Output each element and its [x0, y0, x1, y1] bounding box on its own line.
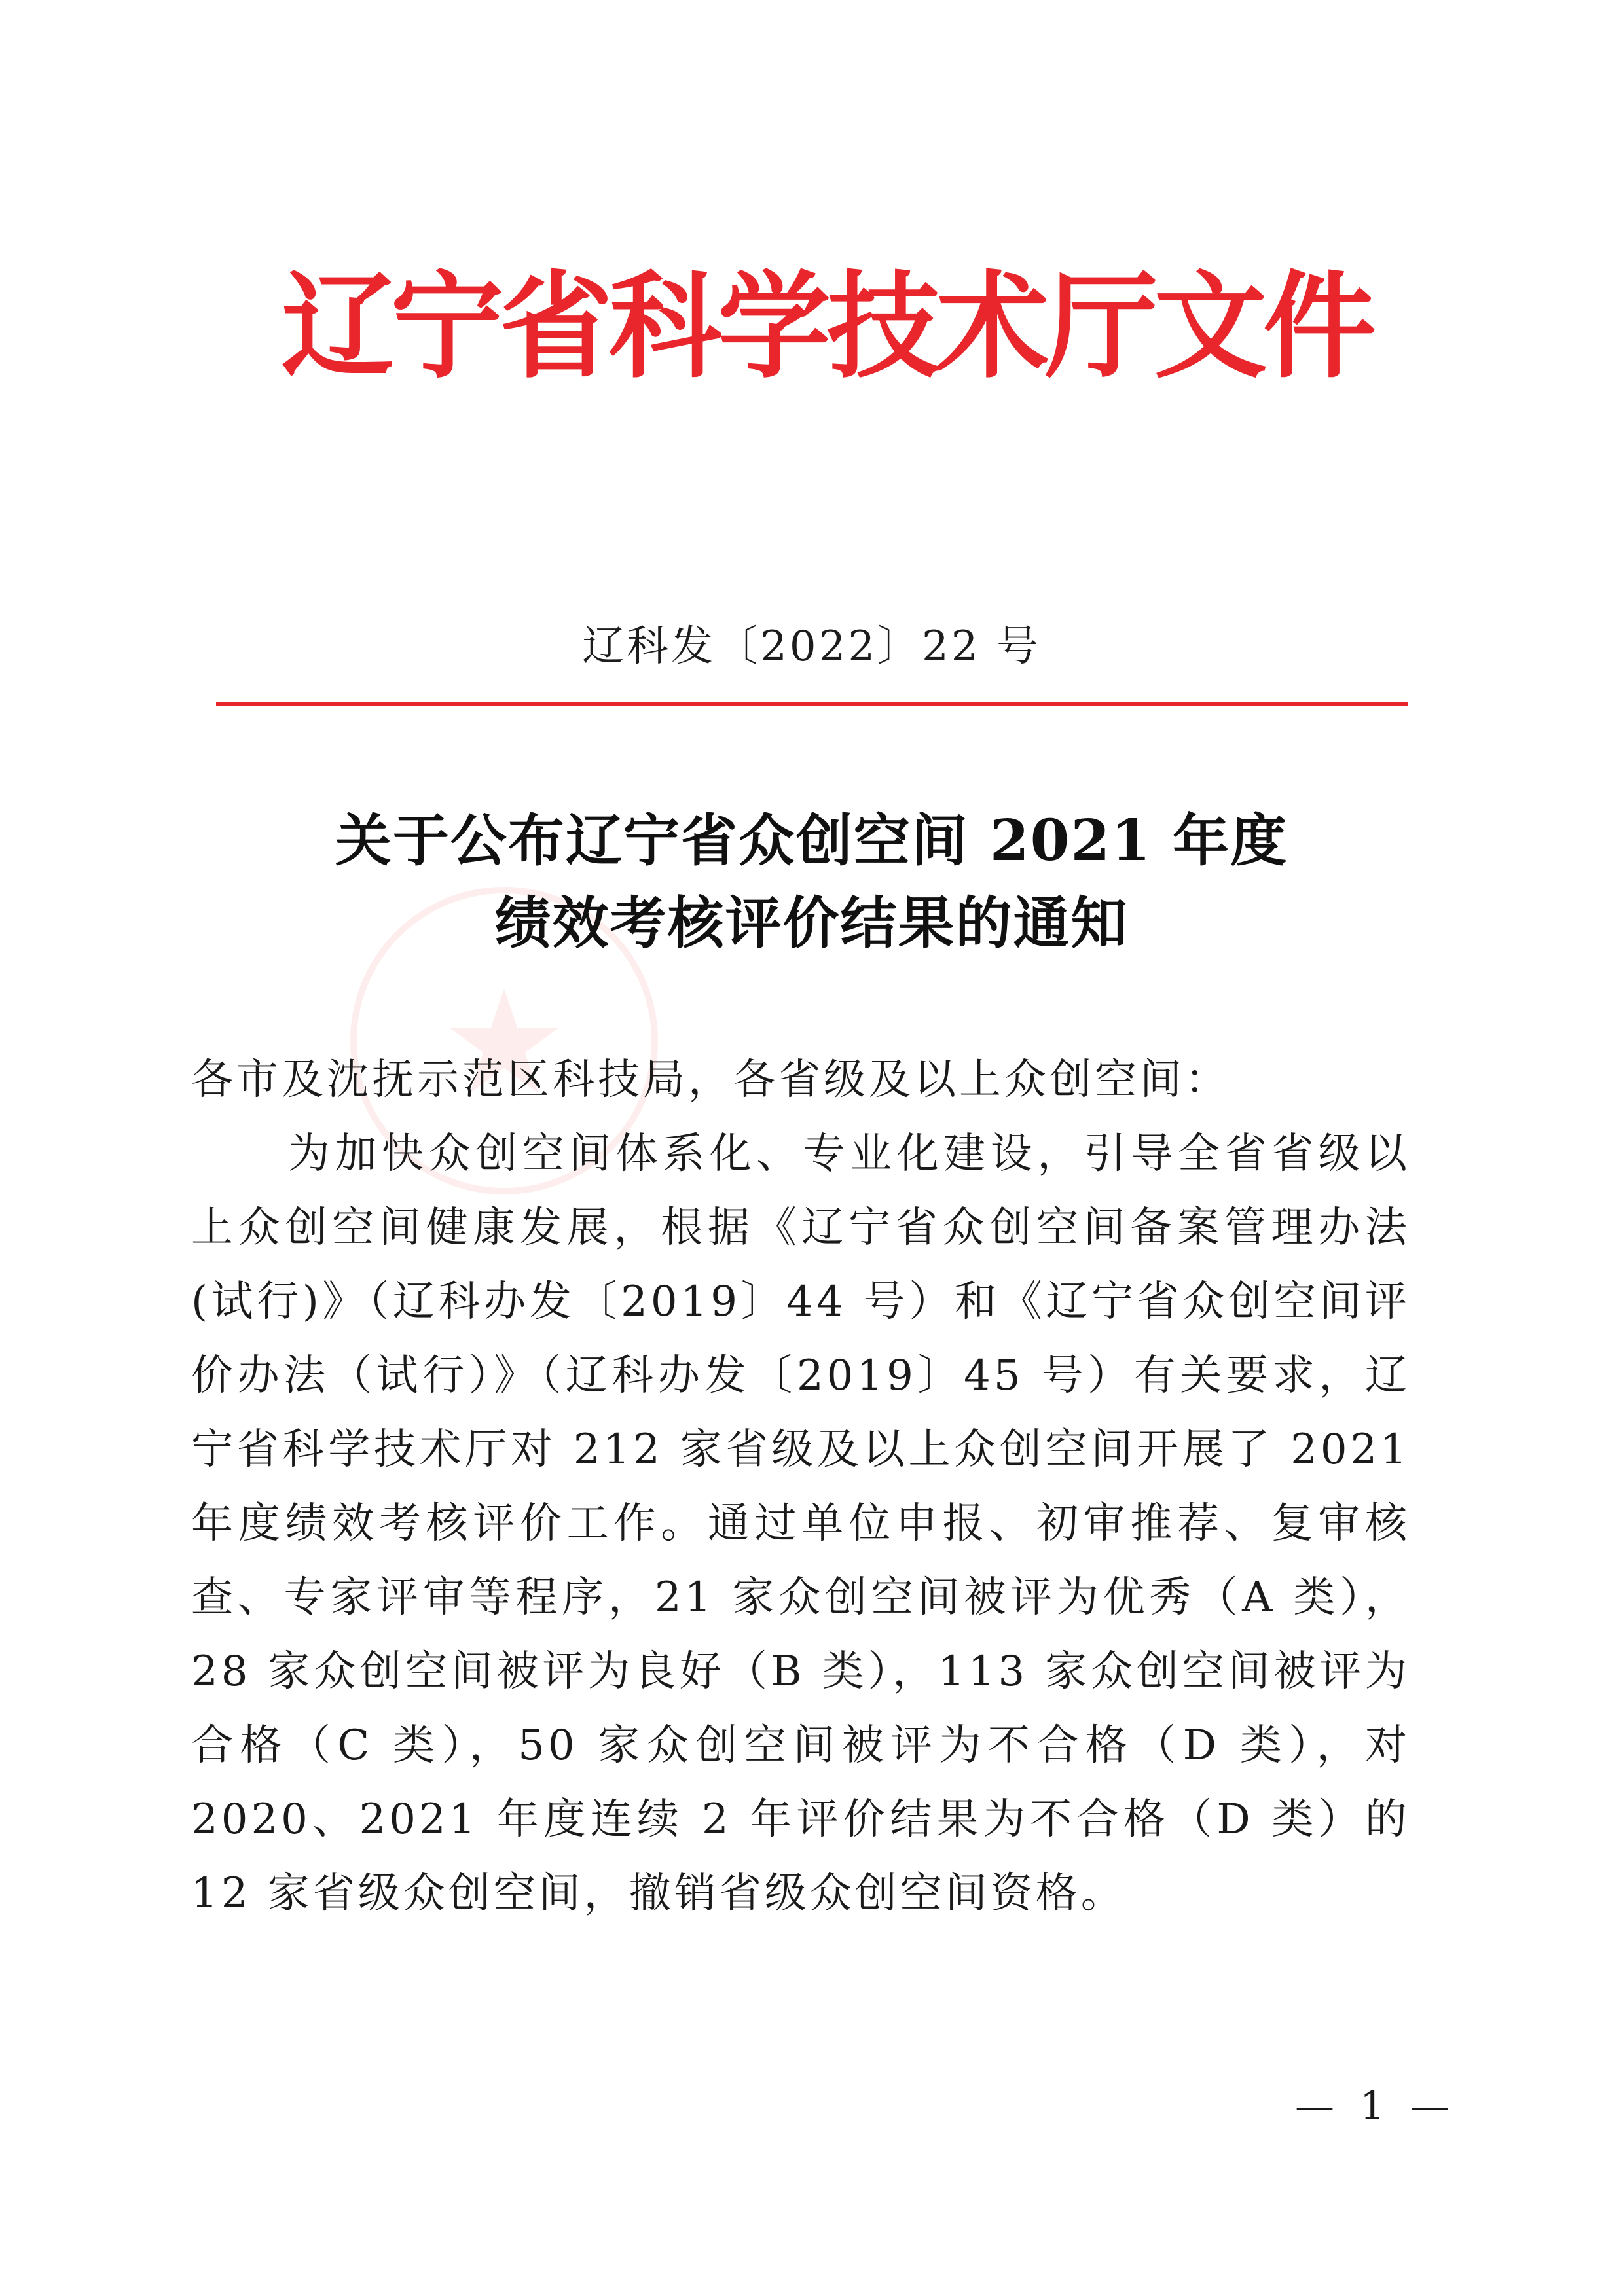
document-number: 辽科发〔2022〕22 号: [582, 622, 1041, 671]
notice-title-line-2: 绩效考核评价结果的通知: [494, 890, 1129, 956]
notice-title: [0, 800, 1623, 965]
notice-body: [191, 1043, 1410, 1931]
notice-title-line-1: 关于公布辽宁省众创空间 2021 年度: [335, 808, 1288, 874]
salutation: 各市及沈抚示范区科技局，各省级及以上众创空间：: [191, 1056, 1230, 1104]
page-number: — 1 —: [1295, 2083, 1457, 2129]
masthead-title: 辽宁省科学技术厅文件: [282, 260, 1373, 394]
red-divider-line: [216, 702, 1408, 706]
body-paragraph: 为加快众创空间体系化、专业化建设，引导全省省级以上众创空间健康发展，根据《辽宁省众创空间备案管理办法(试行)》（辽科办发〔2019〕44 号）和《辽宁省众创空间评价办法（试行）》（辽科办发〔2019〕45 号）有关要求，辽宁省科学技术厅对 212 家省级及以上众创空间开展了 2021 年度绩效考核评价工作。通过单位申报、初审推荐、复审核查、专家评审等程序，21 家众创空间被评为优秀（A 类），28 家众创空间被评为良好（B 类），113 家众创空间被评为合格（C 类），50 家众创空间被评为不合格（D 类），对 2020、2021 年度连续 2 年评价结果为不合格（D 类）的 12 家省级众创空间，撤销省级众创空间资格。: [191, 1130, 1410, 1918]
